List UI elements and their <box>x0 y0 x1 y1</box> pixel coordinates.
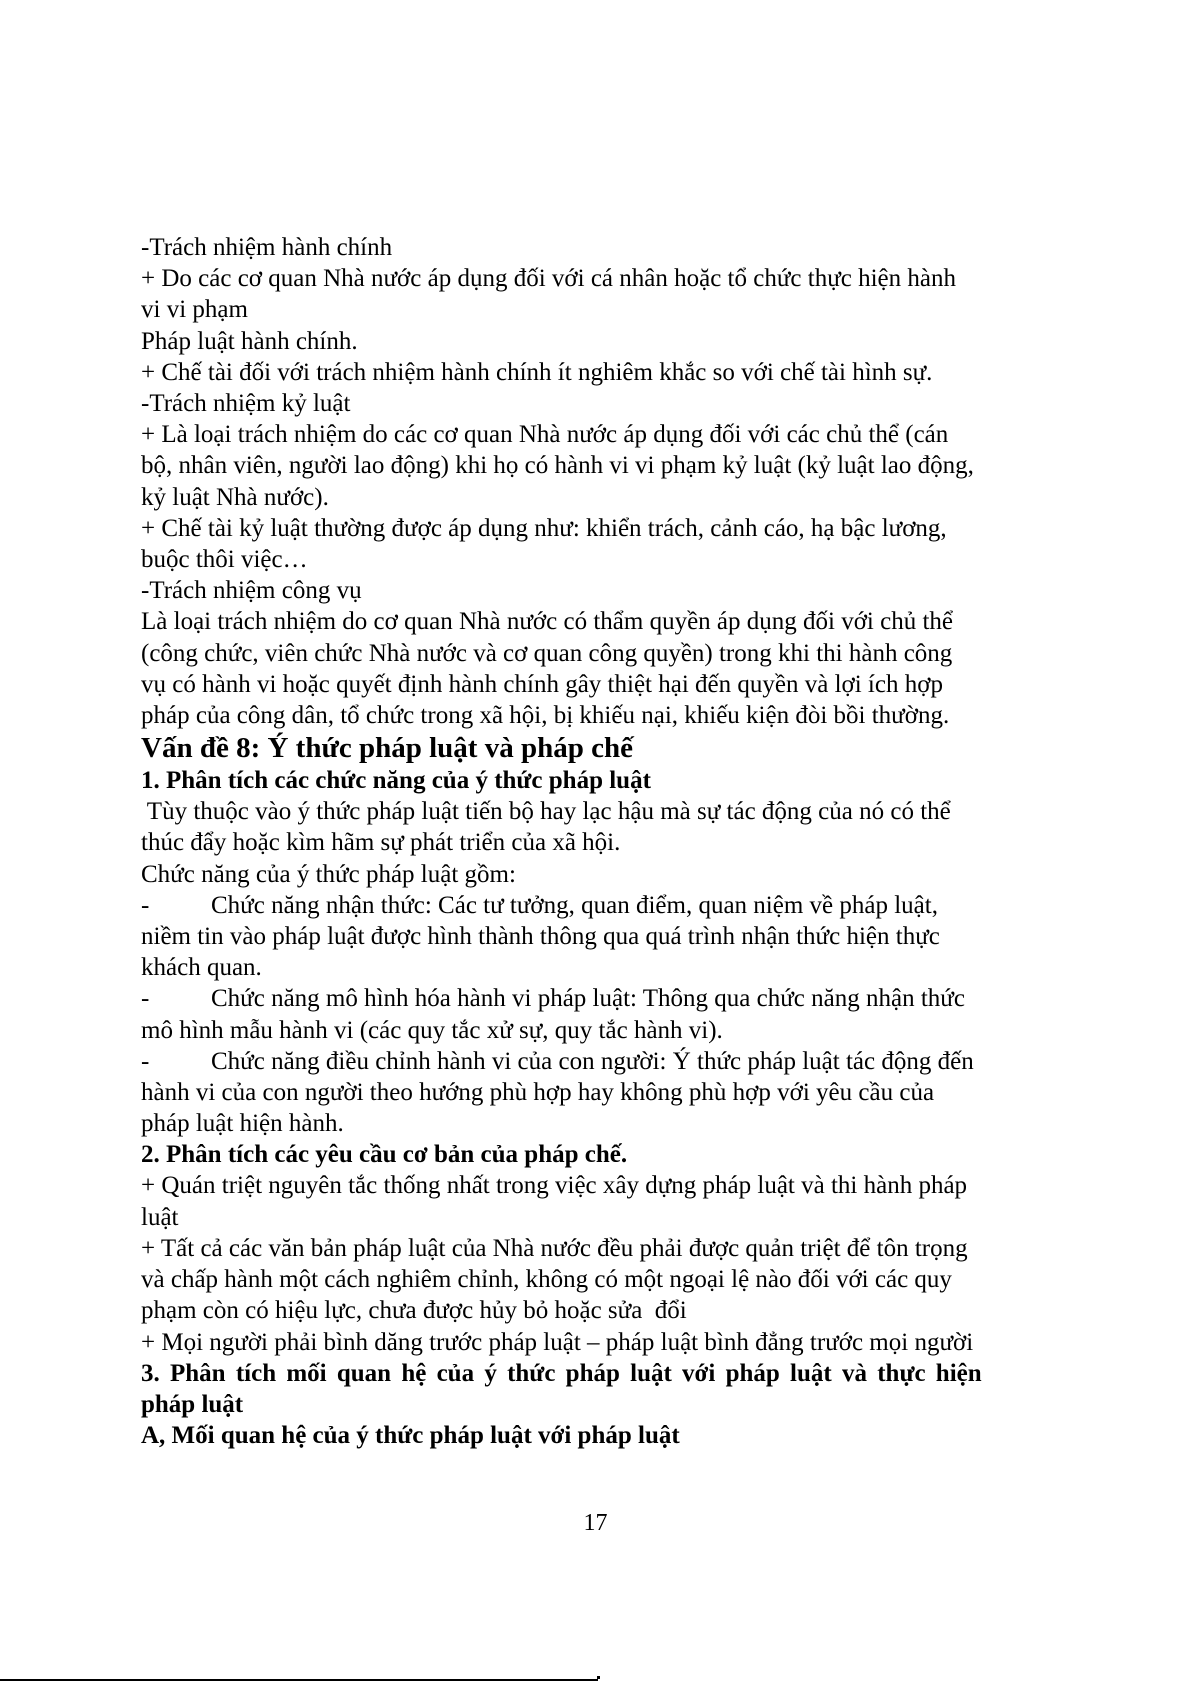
section-heading: Vấn đề 8: Ý thức pháp luật và pháp chế <box>141 732 633 765</box>
subsection-heading: 2. Phân tích các yêu cầu cơ bản của pháp chế. <box>141 1141 628 1169</box>
text-line: thúc đẩy hoặc kìm hãm sự phát triển của xã hội. <box>141 829 621 857</box>
text-line: niềm tin vào pháp luật được hình thành thông qua quá trình nhận thức hiện thực <box>141 923 940 951</box>
text-line: bộ, nhân viên, người lao động) khi họ có hành vi vi phạm kỷ luật (kỷ luật lao động, <box>141 452 974 480</box>
text-line: + Quán triệt nguyên tắc thống nhất trong việc xây dựng pháp luật và thi hành pháp <box>141 1172 968 1200</box>
text-line: (công chức, viên chức Nhà nước và cơ quan công quyền) trong khi thi hành công <box>141 639 953 667</box>
text-line: phạm còn có hiệu lực, chưa được hủy bỏ hoặc sửa đổi <box>141 1297 687 1325</box>
bottom-divider <box>0 1679 598 1681</box>
subsection-heading: pháp luật <box>141 1390 244 1418</box>
list-dash: - <box>141 1047 150 1075</box>
text-line: -Trách nhiệm công vụ <box>141 577 362 605</box>
text-line: + Chế tài đối với trách nhiệm hành chính ít nghiêm khắc so với chế tài hình sự. <box>141 358 933 386</box>
page-body <box>141 232 1061 1451</box>
subsection-heading: A, Mối quan hệ của ý thức pháp luật với pháp luật <box>141 1421 680 1449</box>
text-line: luật <box>141 1203 179 1231</box>
text-line: kỷ luật Nhà nước). <box>141 483 329 511</box>
text-line: buộc thôi việc… <box>141 546 308 574</box>
list-item-text: Chức năng điều chỉnh hành vi của con người: Ý thức pháp luật tác động đến <box>211 1047 974 1075</box>
text-line: pháp của công dân, tổ chức trong xã hội, bị khiếu nại, khiếu kiện đòi bồi thường. <box>141 702 950 730</box>
text-line: pháp luật hiện hành. <box>141 1110 344 1138</box>
text-line: + Mọi người phải bình dăng trước pháp luật – pháp luật bình đẳng trước mọi người <box>141 1328 974 1356</box>
text-line: -Trách nhiệm hành chính <box>141 234 393 261</box>
subsection-heading: 1. Phân tích các chức năng của ý thức pháp luật <box>141 767 651 795</box>
text-line: -Trách nhiệm kỷ luật <box>141 390 351 418</box>
text-line: Là loại trách nhiệm do cơ quan Nhà nước có thẩm quyền áp dụng đối với chủ thể <box>141 608 954 636</box>
text-line: + Là loại trách nhiệm do các cơ quan Nhà nước áp dụng đối với các chủ thể (cán <box>141 421 949 449</box>
list-item <box>141 1046 1061 1077</box>
text-line: + Do các cơ quan Nhà nước áp dụng đối với cá nhân hoặc tổ chức thực hiện hành <box>141 265 956 293</box>
text-line: hành vi của con người theo hướng phù hợp hay không phù hợp với yêu cầu của <box>141 1079 935 1107</box>
text-line: vi vi phạm <box>141 296 248 324</box>
text-line: + Tất cả các văn bản pháp luật của Nhà nước đều phải được quản triệt để tôn trọng <box>141 1234 968 1262</box>
text-line: khách quan. <box>141 954 262 982</box>
list-item <box>141 983 1061 1014</box>
list-dash: - <box>141 985 150 1013</box>
text-line: Tùy thuộc vào ý thức pháp luật tiến bộ hay lạc hậu mà sự tác động của nó có thể <box>141 798 951 826</box>
text-line: mô hình mẫu hành vi (các quy tắc xử sự, quy tắc hành vi). <box>141 1016 723 1044</box>
text-line: Chức năng của ý thức pháp luật gồm: <box>141 860 516 888</box>
text-line: vụ có hành vi hoặc quyết định hành chính gây thiệt hại đến quyền và lợi ích hợp <box>141 670 943 698</box>
text-line: + Chế tài kỷ luật thường được áp dụng như: khiển trách, cảnh cáo, hạ bậc lương, <box>141 514 947 542</box>
list-item-text: Chức năng mô hình hóa hành vi pháp luật: Thông qua chức năng nhận thức <box>211 985 965 1013</box>
text-line: và chấp hành một cách nghiêm chỉnh, không có một ngoại lệ nào đối với các quy <box>141 1266 952 1294</box>
subsection-heading: 3. Phân tích mối quan hệ của ý thức pháp luật với pháp luật và thực hiện <box>141 1359 982 1387</box>
list-item <box>141 890 1061 921</box>
text-line: Pháp luật hành chính. <box>141 327 358 355</box>
list-dash: - <box>141 891 150 919</box>
page-number: 17 <box>583 1510 608 1536</box>
list-item-text: Chức năng nhận thức: Các tư tưởng, quan điểm, quan niệm về pháp luật, <box>211 891 938 919</box>
bottom-divider-mark <box>597 1676 600 1679</box>
